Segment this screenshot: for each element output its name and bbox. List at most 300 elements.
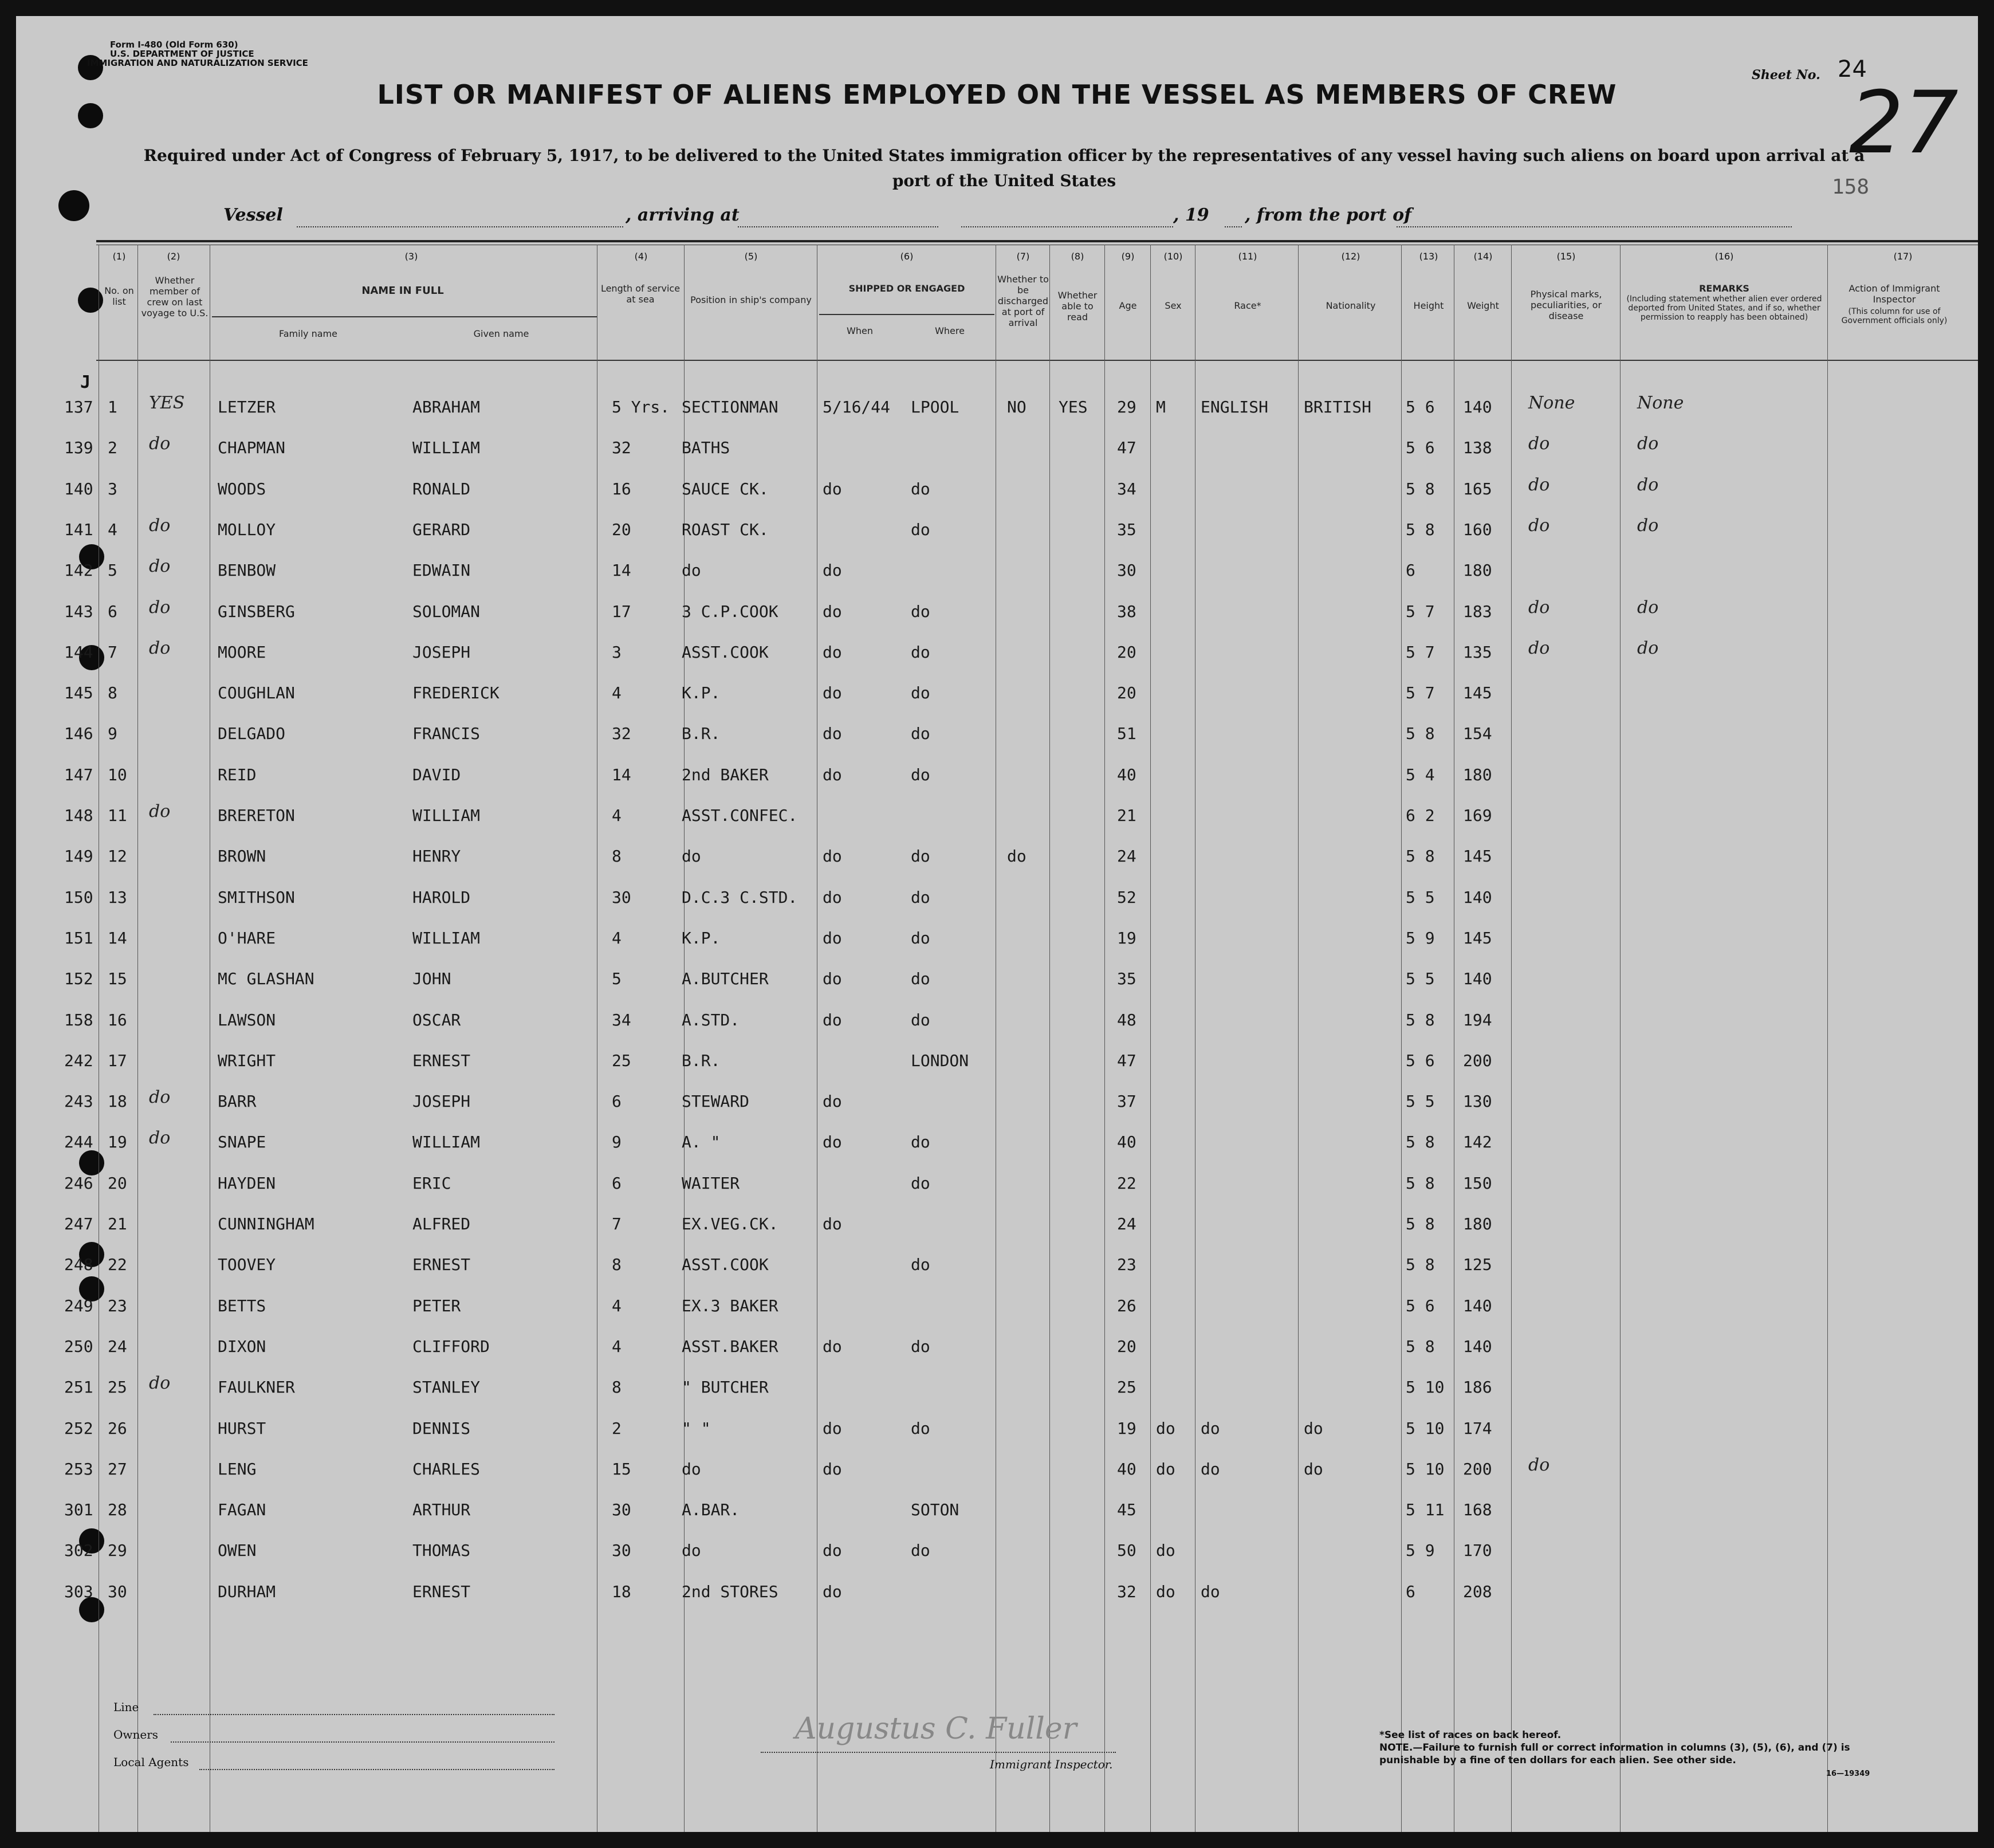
weight-value: 142 <box>1463 1133 1492 1152</box>
family-name-value: BARR <box>218 1092 257 1111</box>
given-name-value: DAVID <box>412 765 461 784</box>
row-ref-number: 158 <box>64 1010 93 1029</box>
header-name-in-full: NAME IN FULL <box>361 285 444 297</box>
binder-hole <box>78 288 103 313</box>
row-number: 11 <box>108 806 127 825</box>
family-name-value: LENG <box>218 1459 257 1479</box>
shipped-where-value: do <box>911 1541 930 1560</box>
sex-value: M <box>1156 398 1166 416</box>
header-whether-member: Whether member of crew on last voyage to U.S. <box>141 275 209 319</box>
weight-value: 140 <box>1463 398 1492 416</box>
height-value: 5 8 <box>1406 520 1435 539</box>
row-ref-number: 137 <box>64 398 93 416</box>
service-length-value: 4 <box>612 683 622 703</box>
page-mark: 27 <box>1849 73 1958 173</box>
shipped-when-value: 5/16/44 <box>823 398 891 416</box>
binder-hole <box>58 190 89 221</box>
shipped-where-value: do <box>911 642 930 662</box>
family-name-value: WRIGHT <box>218 1051 276 1070</box>
from-port-field[interactable] <box>1397 226 1792 227</box>
family-name-value: OWEN <box>218 1541 257 1560</box>
service-length-value: 3 <box>612 642 622 662</box>
row-ref-number: 150 <box>64 887 93 907</box>
signature-line <box>761 1752 1116 1753</box>
position-value: D.C.3 C.STD. <box>682 887 798 907</box>
row-ref-number: 242 <box>64 1051 93 1070</box>
row-number: 8 <box>108 683 117 703</box>
service-length-value: 14 <box>612 561 631 580</box>
shipped-where-value: LONDON <box>911 1051 969 1070</box>
weight-value: 180 <box>1463 765 1492 784</box>
shipped-when-value: do <box>823 765 842 784</box>
header-able-read: Whether able to read <box>1057 290 1098 323</box>
service-length-value: 9 <box>612 1133 622 1152</box>
remarks-value: do <box>1637 515 1659 536</box>
row-ref-number: 301 <box>64 1500 93 1520</box>
row-number: 6 <box>108 601 117 621</box>
row-letter: J <box>80 372 91 392</box>
age-value: 40 <box>1117 765 1136 784</box>
shipped-where-value: do <box>911 1418 930 1438</box>
row-number: 26 <box>108 1418 127 1438</box>
shipped-when-value: do <box>823 1214 842 1233</box>
service-length-value: 25 <box>612 1051 631 1070</box>
given-name-value: HAROLD <box>412 887 471 907</box>
age-value: 45 <box>1117 1500 1136 1520</box>
position-value: ROAST CK. <box>682 520 769 539</box>
row-ref-number: 253 <box>64 1459 93 1479</box>
header-discharged: Whether to be discharged at port of arrival <box>997 274 1049 328</box>
row-number: 15 <box>108 969 127 989</box>
column-number: (7) <box>1016 251 1030 262</box>
given-name-value: JOHN <box>412 969 451 989</box>
position-value: STEWARD <box>682 1092 750 1111</box>
arriving-label: , arriving at <box>626 205 740 225</box>
header-weight: Weight <box>1467 300 1499 311</box>
age-value: 19 <box>1117 928 1136 947</box>
family-name-value: DIXON <box>218 1336 266 1356</box>
header-no-on-list: No. on list <box>104 285 134 307</box>
age-value: 24 <box>1117 847 1136 866</box>
age-value: 30 <box>1117 561 1136 580</box>
row-ref-number: 243 <box>64 1092 93 1111</box>
nationality-value: BRITISH <box>1304 398 1372 416</box>
weight-value: 165 <box>1463 479 1492 498</box>
service-length-value: 30 <box>612 887 631 907</box>
shipped-where-value: do <box>911 887 930 907</box>
service-length-value: 18 <box>612 1582 631 1601</box>
sex-value: do <box>1156 1459 1175 1479</box>
column-rule <box>1150 245 1151 1832</box>
position-value: BATHS <box>682 438 730 458</box>
age-value: 29 <box>1117 398 1136 416</box>
age-value: 37 <box>1117 1092 1136 1111</box>
family-name-value: LETZER <box>218 398 276 416</box>
position-value: A.BUTCHER <box>682 969 769 989</box>
position-value: EX.3 BAKER <box>682 1296 778 1315</box>
year-label: , 19 <box>1173 205 1209 225</box>
header-where: Where <box>935 325 965 336</box>
weight-value: 145 <box>1463 847 1492 866</box>
remarks-value: do <box>1637 597 1659 618</box>
shipped-when-value: do <box>823 724 842 744</box>
age-value: 38 <box>1117 601 1136 621</box>
given-name-value: THOMAS <box>412 1541 471 1560</box>
row-number: 29 <box>108 1541 127 1560</box>
physical-marks-value: do <box>1528 638 1550 658</box>
family-name-value: COUGHLAN <box>218 683 295 703</box>
weight-value: 140 <box>1463 969 1492 989</box>
row-ref-number: 147 <box>64 765 93 784</box>
column-rule <box>1620 245 1621 1832</box>
row-ref-number: 151 <box>64 928 93 947</box>
height-value: 5 6 <box>1406 398 1435 416</box>
shipped-where-value: do <box>911 1255 930 1275</box>
column-number: (17) <box>1893 251 1913 262</box>
row-ref-number: 146 <box>64 724 93 744</box>
shipped-when-value: do <box>823 1092 842 1111</box>
weight-value: 140 <box>1463 1296 1492 1315</box>
given-name-value: STANLEY <box>412 1378 481 1397</box>
nationality-value: do <box>1304 1459 1323 1479</box>
row-number: 9 <box>108 724 117 744</box>
given-name-value: ALFRED <box>412 1214 471 1233</box>
row-ref-number: 140 <box>64 479 93 498</box>
physical-marks-value: None <box>1528 393 1575 413</box>
row-number: 21 <box>108 1214 127 1233</box>
owners-field[interactable] <box>171 1741 554 1743</box>
prev-voyage-value: do <box>149 1128 171 1149</box>
age-value: 50 <box>1117 1541 1136 1560</box>
physical-marks-value: do <box>1528 434 1550 454</box>
inspector-label: Immigrant Inspector. <box>990 1757 1113 1771</box>
service-name: IMMIGRATION AND NATURALIZATION SERVICE <box>87 58 308 68</box>
age-value: 20 <box>1117 1336 1136 1356</box>
height-value: 5 6 <box>1406 1051 1435 1070</box>
manifest-page <box>16 16 1978 1832</box>
given-name-value: CLIFFORD <box>412 1336 490 1356</box>
weight-value: 183 <box>1463 601 1492 621</box>
position-value: do <box>682 1541 701 1560</box>
service-length-value: 7 <box>612 1214 622 1233</box>
family-name-value: MOLLOY <box>218 520 276 539</box>
height-value: 6 <box>1406 561 1415 580</box>
shipped-where-value: do <box>911 1173 930 1193</box>
year-field[interactable] <box>1225 226 1242 227</box>
weight-value: 186 <box>1463 1378 1492 1397</box>
weight-value: 200 <box>1463 1051 1492 1070</box>
line-field[interactable] <box>154 1714 554 1715</box>
physical-marks-value: do <box>1528 474 1550 495</box>
shipped-where-value: do <box>911 1336 930 1356</box>
arriving-field[interactable] <box>738 226 938 227</box>
column-number: (1) <box>112 251 126 262</box>
column-number: (6) <box>900 251 914 262</box>
row-number: 10 <box>108 765 127 784</box>
name-divider <box>212 316 597 317</box>
age-value: 22 <box>1117 1173 1136 1193</box>
header-shipped: SHIPPED OR ENGAGED <box>848 283 965 294</box>
height-value: 5 8 <box>1406 724 1435 744</box>
weight-value: 168 <box>1463 1500 1492 1520</box>
height-value: 6 2 <box>1406 806 1435 825</box>
shipped-where-value: do <box>911 520 930 539</box>
service-length-value: 14 <box>612 765 631 784</box>
row-number: 25 <box>108 1378 127 1397</box>
given-name-value: WILLIAM <box>412 1133 481 1152</box>
family-name-value: WOODS <box>218 479 266 498</box>
family-name-value: SNAPE <box>218 1133 266 1152</box>
row-number: 20 <box>108 1173 127 1193</box>
prev-voyage-value: do <box>149 515 171 536</box>
row-ref-number: 148 <box>64 806 93 825</box>
age-value: 47 <box>1117 1051 1136 1070</box>
shipped-where-value: do <box>911 724 930 744</box>
discharged-value: do <box>1007 847 1027 866</box>
races-note: *See list of races on back hereof. <box>1379 1729 1562 1741</box>
shipped-when-value: do <box>823 1133 842 1152</box>
prev-voyage-value: do <box>149 556 171 577</box>
agents-field[interactable] <box>199 1769 554 1770</box>
prev-voyage-value: do <box>149 638 171 658</box>
row-number: 23 <box>108 1296 127 1315</box>
prev-voyage-value: do <box>149 1373 171 1394</box>
header-action-sub: (This column for use of Government officials only) <box>1841 307 1948 325</box>
shipped-where-value: LPOOL <box>911 398 959 416</box>
given-name-value: FRANCIS <box>412 724 481 744</box>
stamp-number: 158 <box>1832 175 1870 199</box>
service-length-value: 4 <box>612 806 622 825</box>
row-number: 12 <box>108 847 127 866</box>
shipped-when-value: do <box>823 1541 842 1560</box>
shipped-where-value: do <box>911 928 930 947</box>
weight-value: 160 <box>1463 520 1492 539</box>
height-value: 6 <box>1406 1582 1415 1601</box>
weight-value: 140 <box>1463 1336 1492 1356</box>
given-name-value: ERNEST <box>412 1582 471 1601</box>
row-ref-number: 303 <box>64 1582 93 1601</box>
column-number: (13) <box>1419 251 1438 262</box>
form-subtitle: Required under Act of Congress of February 5, 1917, to be delivered to the United States immigration officer by the representatives of any vessel having such aliens on board upon arrival at a port of the United States <box>143 146 1865 190</box>
age-value: 19 <box>1117 1418 1136 1438</box>
position-value: ASST.COOK <box>682 1255 769 1275</box>
column-rule <box>1049 245 1050 1832</box>
service-length-value: 32 <box>612 724 631 744</box>
service-length-value: 30 <box>612 1500 631 1520</box>
race-value: do <box>1201 1582 1220 1601</box>
age-value: 23 <box>1117 1255 1136 1275</box>
age-value: 24 <box>1117 1214 1136 1233</box>
height-value: 5 8 <box>1406 1010 1435 1029</box>
row-number: 7 <box>108 642 117 662</box>
age-value: 21 <box>1117 806 1136 825</box>
height-value: 5 5 <box>1406 1092 1435 1111</box>
family-name-value: MC GLASHAN <box>218 969 314 989</box>
row-number: 14 <box>108 928 127 947</box>
family-name-value: REID <box>218 765 257 784</box>
age-value: 20 <box>1117 683 1136 703</box>
shipped-when-value: do <box>823 969 842 989</box>
row-number: 5 <box>108 561 117 580</box>
position-value: B.R. <box>682 1051 721 1070</box>
shipped-when-value: do <box>823 1418 842 1438</box>
header-sex: Sex <box>1165 300 1182 311</box>
service-length-value: 6 <box>612 1173 622 1193</box>
discharged-value: NO <box>1007 398 1027 416</box>
row-ref-number: 142 <box>64 561 93 580</box>
table-top-rule <box>96 240 1978 242</box>
column-number: (9) <box>1121 251 1135 262</box>
weight-value: 138 <box>1463 438 1492 458</box>
position-value: do <box>682 1459 701 1479</box>
given-name-value: SOLOMAN <box>412 601 481 621</box>
position-value: A.STD. <box>682 1010 740 1029</box>
date-field[interactable] <box>961 226 1173 227</box>
shipped-when-value: do <box>823 887 842 907</box>
column-number: (4) <box>634 251 648 262</box>
row-ref-number: 247 <box>64 1214 93 1233</box>
position-value: EX.VEG.CK. <box>682 1214 778 1233</box>
row-ref-number: 248 <box>64 1255 93 1275</box>
row-number: 28 <box>108 1500 127 1520</box>
shipped-where-value: do <box>911 479 930 498</box>
column-number: (5) <box>744 251 758 262</box>
height-value: 5 8 <box>1406 1336 1435 1356</box>
age-value: 32 <box>1117 1582 1136 1601</box>
vessel-field[interactable] <box>297 226 623 227</box>
row-ref-number: 244 <box>64 1133 93 1152</box>
row-ref-number: 139 <box>64 438 93 458</box>
service-length-value: 8 <box>612 1255 622 1275</box>
row-number: 24 <box>108 1336 127 1356</box>
family-name-value: CUNNINGHAM <box>218 1214 314 1233</box>
position-value: K.P. <box>682 928 721 947</box>
height-value: 5 6 <box>1406 438 1435 458</box>
given-name-value: JOSEPH <box>412 642 471 662</box>
row-ref-number: 149 <box>64 847 93 866</box>
service-length-value: 4 <box>612 928 622 947</box>
able-read-value: YES <box>1059 398 1088 416</box>
age-value: 48 <box>1117 1010 1136 1029</box>
service-length-value: 30 <box>612 1541 631 1560</box>
height-value: 5 7 <box>1406 642 1435 662</box>
column-number: (16) <box>1714 251 1734 262</box>
given-name-value: ERIC <box>412 1173 451 1193</box>
header-length-service: Length of service at sea <box>600 283 681 305</box>
form-title: LIST OR MANIFEST OF ALIENS EMPLOYED ON THE VESSEL AS MEMBERS OF CREW <box>377 79 1617 110</box>
header-action: Action of Immigrant Inspector <box>1849 283 1940 305</box>
height-value: 5 8 <box>1406 1214 1435 1233</box>
age-value: 20 <box>1117 642 1136 662</box>
shipped-when-value: do <box>823 847 842 866</box>
row-number: 3 <box>108 479 117 498</box>
given-name-value: RONALD <box>412 479 471 498</box>
given-name-value: OSCAR <box>412 1010 461 1029</box>
position-value: WAITER <box>682 1173 740 1193</box>
sheet-label: Sheet No. <box>1752 68 1820 82</box>
service-length-value: 4 <box>612 1296 622 1315</box>
position-value: 3 C.P.COOK <box>682 601 778 621</box>
weight-value: 145 <box>1463 683 1492 703</box>
column-number: (12) <box>1341 251 1360 262</box>
service-length-value: 6 <box>612 1092 622 1111</box>
service-length-value: 2 <box>612 1418 622 1438</box>
shipped-where-value: do <box>911 1010 930 1029</box>
header-remarks: REMARKS <box>1699 283 1749 294</box>
prev-voyage-value: do <box>149 597 171 618</box>
shipped-when-value: do <box>823 1459 842 1479</box>
height-value: 5 9 <box>1406 1541 1435 1560</box>
age-value: 40 <box>1117 1459 1136 1479</box>
height-value: 5 6 <box>1406 1296 1435 1315</box>
weight-value: 174 <box>1463 1418 1492 1438</box>
shipped-when-value: do <box>823 601 842 621</box>
row-ref-number: 141 <box>64 520 93 539</box>
nationality-value: do <box>1304 1418 1323 1438</box>
service-length-value: 32 <box>612 438 631 458</box>
owners-label: Owners <box>113 1728 159 1741</box>
header-race: Race* <box>1234 300 1261 311</box>
height-value: 5 5 <box>1406 969 1435 989</box>
family-name-value: O'HARE <box>218 928 276 947</box>
race-value: ENGLISH <box>1201 398 1269 416</box>
family-name-value: MOORE <box>218 642 266 662</box>
header-age: Age <box>1119 300 1137 311</box>
column-number: (3) <box>404 251 418 262</box>
row-number: 1 <box>108 398 117 416</box>
weight-value: 125 <box>1463 1255 1492 1275</box>
weight-value: 145 <box>1463 928 1492 947</box>
position-value: 2nd BAKER <box>682 765 769 784</box>
height-value: 5 10 <box>1406 1459 1445 1479</box>
position-value: SAUCE CK. <box>682 479 769 498</box>
weight-value: 169 <box>1463 806 1492 825</box>
service-length-value: 5 <box>612 969 622 989</box>
race-value: do <box>1201 1418 1220 1438</box>
weight-value: 135 <box>1463 642 1492 662</box>
shipped-where-value: do <box>911 1133 930 1152</box>
service-length-value: 4 <box>612 1336 622 1356</box>
shipped-when-value: do <box>823 1582 842 1601</box>
given-name-value: DENNIS <box>412 1418 471 1438</box>
age-value: 51 <box>1117 724 1136 744</box>
sex-value: do <box>1156 1418 1175 1438</box>
row-ref-number: 302 <box>64 1541 93 1560</box>
row-number: 17 <box>108 1051 127 1070</box>
header-when: When <box>847 325 873 336</box>
form-number: Form I-480 (Old Form 630) <box>110 40 238 50</box>
service-length-value: 8 <box>612 847 622 866</box>
given-name-value: ABRAHAM <box>412 398 481 416</box>
shipped-when-value: do <box>823 928 842 947</box>
remarks-value: do <box>1637 434 1659 454</box>
remarks-value: None <box>1637 393 1684 413</box>
column-rule <box>1401 245 1402 1832</box>
height-value: 5 9 <box>1406 928 1435 947</box>
given-name-value: ARTHUR <box>412 1500 471 1520</box>
family-name-value: GINSBERG <box>218 601 295 621</box>
service-length-value: 17 <box>612 601 631 621</box>
prev-voyage-value: do <box>149 434 171 454</box>
age-value: 47 <box>1117 438 1136 458</box>
family-name-value: LAWSON <box>218 1010 276 1029</box>
given-name-value: WILLIAM <box>412 928 481 947</box>
given-name-value: PETER <box>412 1296 461 1315</box>
position-value: 2nd STORES <box>682 1582 778 1601</box>
header-nationality: Nationality <box>1326 300 1376 311</box>
family-name-value: BRERETON <box>218 806 295 825</box>
shipped-where-value: do <box>911 847 930 866</box>
